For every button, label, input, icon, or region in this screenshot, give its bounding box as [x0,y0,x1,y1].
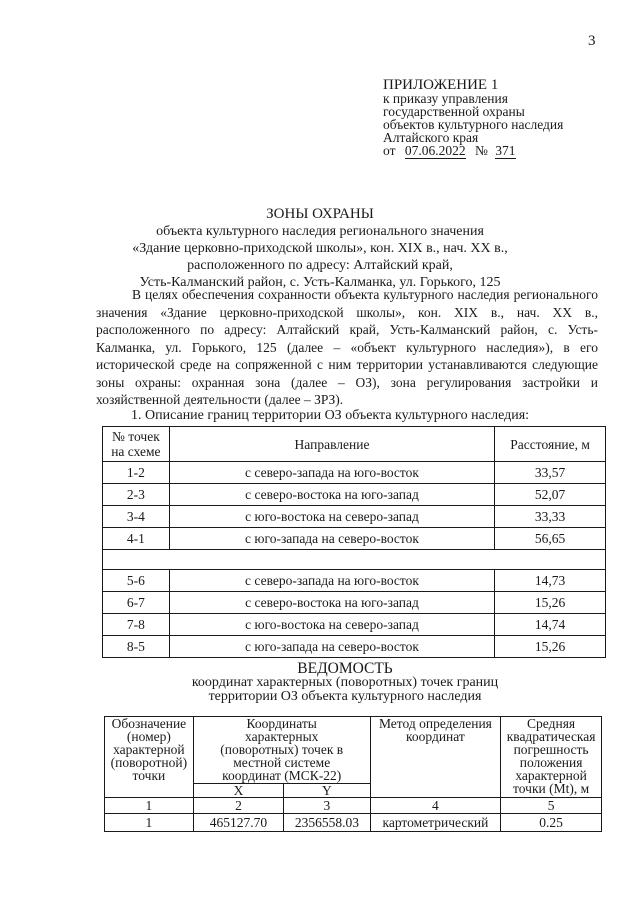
table-row [103,528,606,550]
direction-cell: с юго-запада на северо-восток [169,636,494,658]
distance-cell: 15,26 [495,636,606,658]
table-row [103,484,606,506]
intro-text: В целях обеспечения сохранности объекта культурного наследия регионального значения «Здание церковно-приходской школы», кон. XIX в., нач. XX в., расположенного по адресу: Алтайский край, Усть-Калманский район, с. Усть-Калманка, ул. Горького, 125 (далее – «объект культурного наследия»), в его исторической среде на сопряженной с ним территории устанавливаются следующие зоны охраны: охранная зона (далее – ОЗ), зона регулирования застройки и хозяйственной деятельности (далее – ЗРЗ). [96,287,598,407]
direction-cell: с северо-востока на юго-запад [169,592,494,614]
x-header: X [193,784,283,798]
distance-cell: 15,26 [495,592,606,614]
direction-cell: с юго-востока на северо-запад [169,506,494,528]
col-points-header-line: на схеме [111,444,161,459]
header-line: координат [406,729,465,744]
method-cell: картометрический [370,814,501,832]
table-row [103,462,606,484]
table-header-row [103,427,606,462]
y-header: Y [284,784,371,798]
table-row [103,636,606,658]
distance-cell: 33,33 [495,506,606,528]
appendix-line: объектов культурного наследия [383,117,564,132]
header-line: координат (МСК-22) [222,768,342,783]
gap-cell [103,550,606,570]
intro-paragraph [96,286,598,409]
document-title [90,206,550,291]
col-points-header [103,427,170,462]
coordinates-table [104,716,602,832]
header-line: Координаты [246,716,317,731]
header-line: (номер) [126,729,171,744]
statement-heading: ВЕДОМОСТЬ [297,660,393,677]
header-line: характерной [515,768,587,783]
header-line: положения [519,755,583,770]
table-row [103,592,606,614]
error-header [501,717,602,798]
appendix-line: Алтайского края [383,130,479,145]
statement-heading-block [90,662,600,704]
direction-cell: с юго-востока на северо-запад [169,614,494,636]
distance-cell: 14,73 [495,570,606,592]
table-row [103,614,606,636]
statement-line: территории ОЗ объекта культурного наследия [208,689,482,704]
point-cell: 8-5 [103,636,170,658]
mt-cell: 0.25 [501,814,602,832]
method-header [370,717,501,798]
table-header-row [105,717,602,784]
table-row [103,506,606,528]
number-sign: № [474,143,488,158]
point-cell: 4-1 [103,528,170,550]
header-line: точки (Mt), м [513,781,590,796]
order-number: 371 [495,143,516,158]
col-points-header-line: № точек [112,429,160,444]
boundary-table [102,426,606,658]
distance-cell: 33,57 [495,462,606,484]
header-line: Обозначение [111,716,187,731]
title-line: Усть-Калманский район, с. Усть-Калманка, ул. Горького, 125 [139,275,501,290]
direction-cell: с северо-востока на юго-запад [169,484,494,506]
column-number: 2 [193,798,283,814]
title-line: «Здание церковно-приходской школы», кон. XIX в., нач. XX в., [132,241,508,256]
header-line: квадратическая [506,729,596,744]
header-line: погрешность [513,742,589,757]
direction-cell: с юго-запада на северо-восток [169,528,494,550]
distance-cell: 52,07 [495,484,606,506]
date-prefix: от [383,143,396,158]
header-line: Средняя [527,716,576,731]
header-line: характерной [113,742,185,757]
title-heading: ЗОНЫ ОХРАНЫ [266,206,374,222]
title-line: объекта культурного наследия регионального значения [156,224,484,239]
header-line: (поворотных) точек в [220,742,344,757]
order-date: 07.06.2022 [404,143,466,158]
header-line: Метод определения [378,716,492,731]
point-cell: 3-4 [103,506,170,528]
appendix-line: к приказу управления [383,91,508,106]
point-id-cell: 1 [105,814,194,832]
designation-header [105,717,194,798]
header-line: характерных [245,729,319,744]
column-number: 3 [284,798,371,814]
header-line: (поворотной) [110,755,188,770]
table-row [103,570,606,592]
distance-cell: 56,65 [495,528,606,550]
header-line: точки [132,768,166,783]
coordinates-header [193,717,370,784]
table-gap-row [103,550,606,570]
direction-cell: с северо-запада на юго-восток [169,570,494,592]
appendix-block [383,79,563,157]
appendix-line: государственной охраны [383,104,525,119]
header-line: местной системе [233,755,331,770]
point-cell: 5-6 [103,570,170,592]
column-number: 1 [105,798,194,814]
statement-line: координат характерных (поворотных) точек границ [191,675,499,690]
col-distance-header: Расстояние, м [495,427,606,462]
appendix-date-line [383,144,563,157]
x-cell: 465127.70 [193,814,283,832]
y-cell: 2356558.03 [284,814,371,832]
col-direction-header: Направление [169,427,494,462]
title-line: расположенного по адресу: Алтайский край, [187,258,453,273]
column-number-row [105,798,602,814]
point-cell: 7-8 [103,614,170,636]
distance-cell: 14,74 [495,614,606,636]
page-number: 3 [588,33,596,49]
section1-title: 1. Описание границ территории ОЗ объекта культурного наследия: [131,408,530,423]
direction-cell: с северо-запада на юго-восток [169,462,494,484]
point-cell: 6-7 [103,592,170,614]
column-number: 4 [370,798,501,814]
appendix-title: ПРИЛОЖЕНИЕ 1 [383,77,499,93]
table-row [105,814,602,832]
point-cell: 1-2 [103,462,170,484]
column-number: 5 [501,798,602,814]
point-cell: 2-3 [103,484,170,506]
